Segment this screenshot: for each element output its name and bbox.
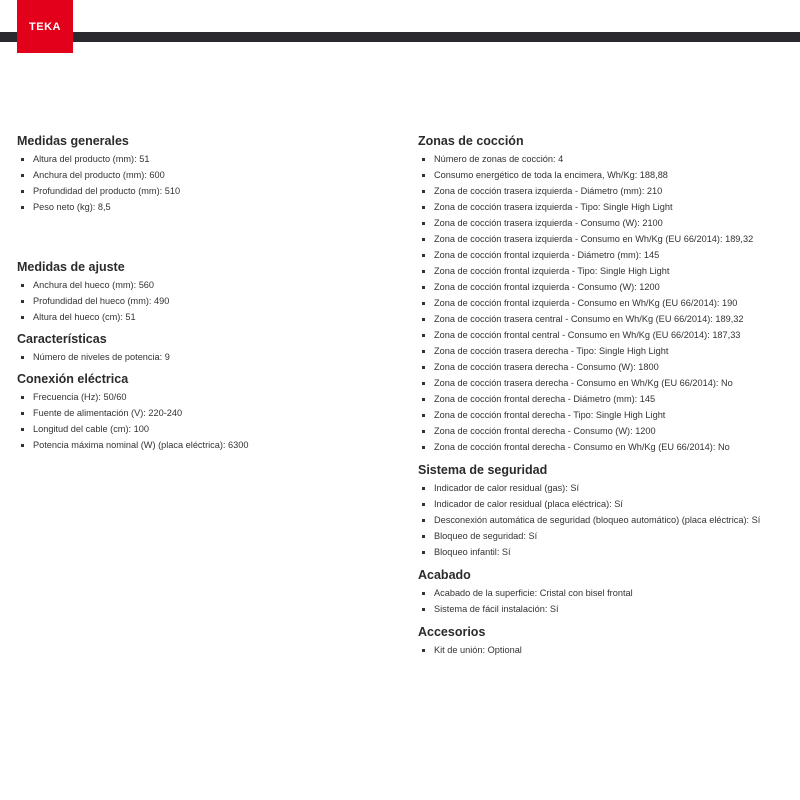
spec-item: Zona de cocción trasera central - Consumo en Wh/Kg (EU 66/2014): 189,32 [418,311,798,327]
spec-item: Zona de cocción frontal derecha - Diámetro (mm): 145 [418,391,798,407]
spec-list [17,151,387,215]
spec-list [418,151,798,455]
section-medidas-generales [17,131,387,215]
section-conexion-electrica [17,369,387,453]
spec-list [418,642,798,658]
logo-text: TEKA [29,20,61,33]
spec-item: Zona de cocción frontal izquierda - Consumo en Wh/Kg (EU 66/2014): 190 [418,295,798,311]
spec-item: Zona de cocción frontal derecha - Consumo en Wh/Kg (EU 66/2014): No [418,439,798,455]
spec-item: Zona de cocción frontal izquierda - Diámetro (mm): 145 [418,247,798,263]
spec-item: Anchura del hueco (mm): 560 [17,277,387,293]
spec-item: Zona de cocción frontal izquierda - Tipo: Single High Light [418,263,798,279]
teka-logo[interactable] [17,0,73,53]
spec-item: Bloqueo de seguridad: Sí [418,528,798,544]
section-title: Zonas de cocción [418,134,524,148]
spec-item: Zona de cocción trasera derecha - Consumo (W): 1800 [418,359,798,375]
spec-item: Frecuencia (Hz): 50/60 [17,389,387,405]
spec-item: Fuente de alimentación (V): 220-240 [17,405,387,421]
section-caracteristicas [17,329,387,365]
spec-item: Número de zonas de cocción: 4 [418,151,798,167]
spec-item: Profundidad del producto (mm): 510 [17,183,387,199]
spec-item: Zona de cocción frontal izquierda - Consumo (W): 1200 [418,279,798,295]
spec-item: Consumo energético de toda la encimera, Wh/Kg: 188,88 [418,167,798,183]
spec-item: Altura del hueco (cm): 51 [17,309,387,325]
section-accesorios [418,622,798,658]
section-medidas-de-ajuste [17,257,387,325]
left-column [17,131,387,453]
section-acabado [418,565,798,617]
spec-item: Altura del producto (mm): 51 [17,151,387,167]
section-title: Sistema de seguridad [418,463,548,477]
spec-item: Peso neto (kg): 8,5 [17,199,387,215]
spec-item: Zona de cocción trasera izquierda - Diámetro (mm): 210 [418,183,798,199]
spec-item: Zona de cocción frontal derecha - Consumo (W): 1200 [418,423,798,439]
spec-item: Bloqueo infantil: Sí [418,544,798,560]
section-zonas-de-coccion [418,131,798,455]
section-title: Accesorios [418,625,486,639]
header-bar [0,32,800,42]
spec-item: Kit de unión: Optional [418,642,798,658]
spec-item: Zona de cocción trasera izquierda - Tipo: Single High Light [418,199,798,215]
section-title: Características [17,332,107,346]
spec-item: Potencia máxima nominal (W) (placa eléctrica): 6300 [17,437,387,453]
spec-item: Zona de cocción frontal central - Consumo en Wh/Kg (EU 66/2014): 187,33 [418,327,798,343]
spec-item: Anchura del producto (mm): 600 [17,167,387,183]
spec-item: Longitud del cable (cm): 100 [17,421,387,437]
section-sistema-de-seguridad [418,460,798,560]
spec-list [17,389,387,453]
section-title: Conexión eléctrica [17,372,129,386]
spec-item: Indicador de calor residual (placa eléctrica): Sí [418,496,798,512]
spec-list [418,585,798,617]
spec-list [418,480,798,560]
spec-item: Profundidad del hueco (mm): 490 [17,293,387,309]
spec-list [17,277,387,325]
spec-item: Desconexión automática de seguridad (bloqueo automático) (placa eléctrica): Sí [418,512,798,528]
spec-item: Zona de cocción frontal derecha - Tipo: Single High Light [418,407,798,423]
spec-list [17,349,387,365]
spec-item: Zona de cocción trasera derecha - Consumo en Wh/Kg (EU 66/2014): No [418,375,798,391]
spec-item: Acabado de la superficie: Cristal con bisel frontal [418,585,798,601]
section-title: Medidas generales [17,134,129,148]
section-title: Medidas de ajuste [17,260,125,274]
spec-item: Número de niveles de potencia: 9 [17,349,387,365]
right-column [418,131,798,658]
spec-item: Indicador de calor residual (gas): Sí [418,480,798,496]
spec-item: Sistema de fácil instalación: Sí [418,601,798,617]
spec-item: Zona de cocción trasera derecha - Tipo: Single High Light [418,343,798,359]
section-title: Acabado [418,568,471,582]
spec-item: Zona de cocción trasera izquierda - Consumo en Wh/Kg (EU 66/2014): 189,32 [418,231,798,247]
spec-item: Zona de cocción trasera izquierda - Consumo (W): 2100 [418,215,798,231]
